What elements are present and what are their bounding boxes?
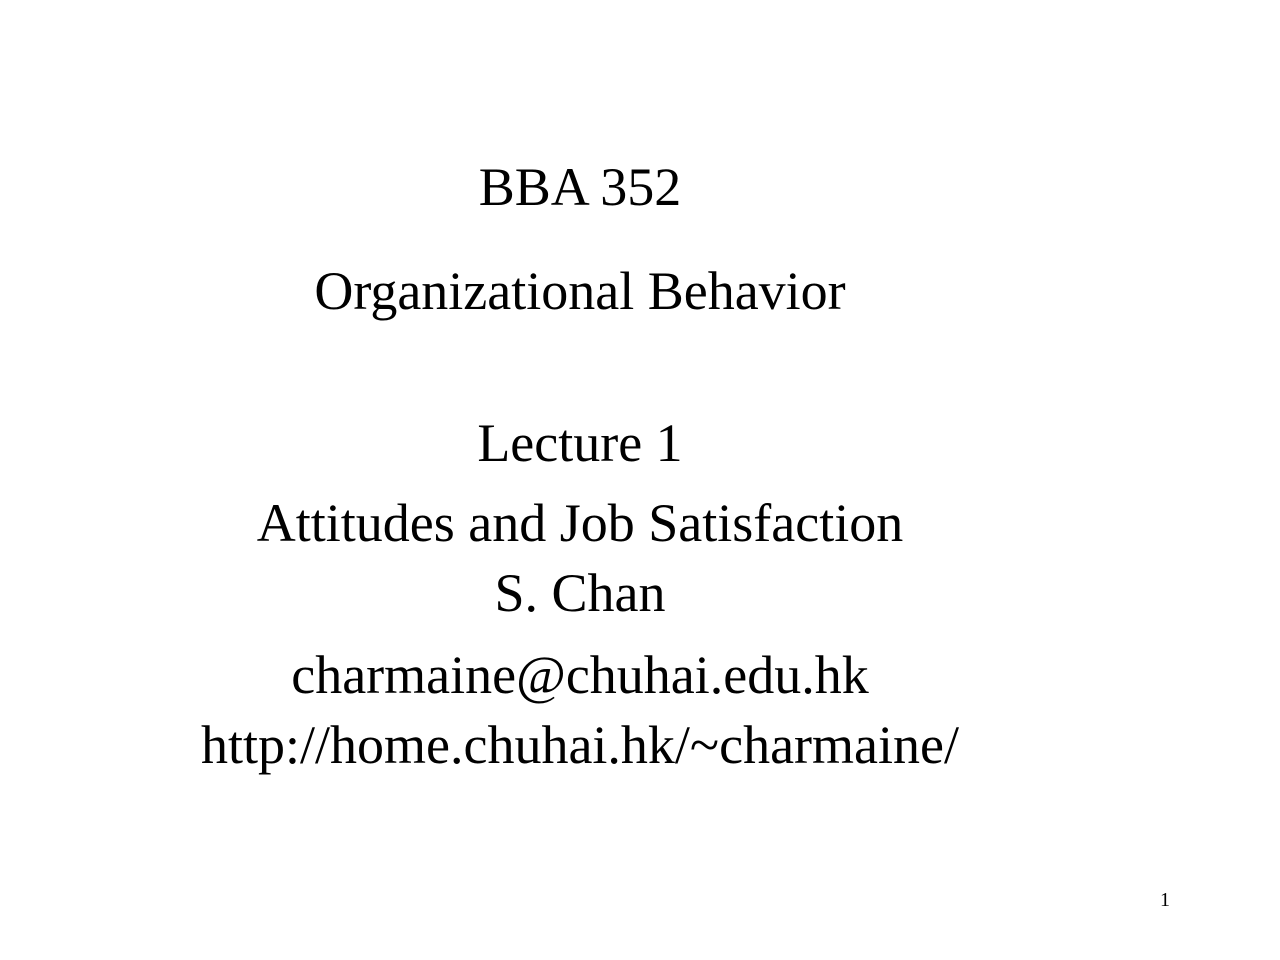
course-name: Organizational Behavior: [314, 261, 846, 321]
lecturer-name: S. Chan: [494, 563, 666, 623]
page-number: 1: [1160, 889, 1170, 911]
lecturer-homepage: http://home.chuhai.hk/~charmaine/: [200, 715, 959, 775]
course-code: BBA 352: [478, 157, 682, 217]
lecturer-email: charmaine@chuhai.edu.hk: [291, 645, 869, 705]
lecture-number: Lecture 1: [477, 413, 683, 473]
lecture-topic: Attitudes and Job Satisfaction: [256, 493, 904, 553]
